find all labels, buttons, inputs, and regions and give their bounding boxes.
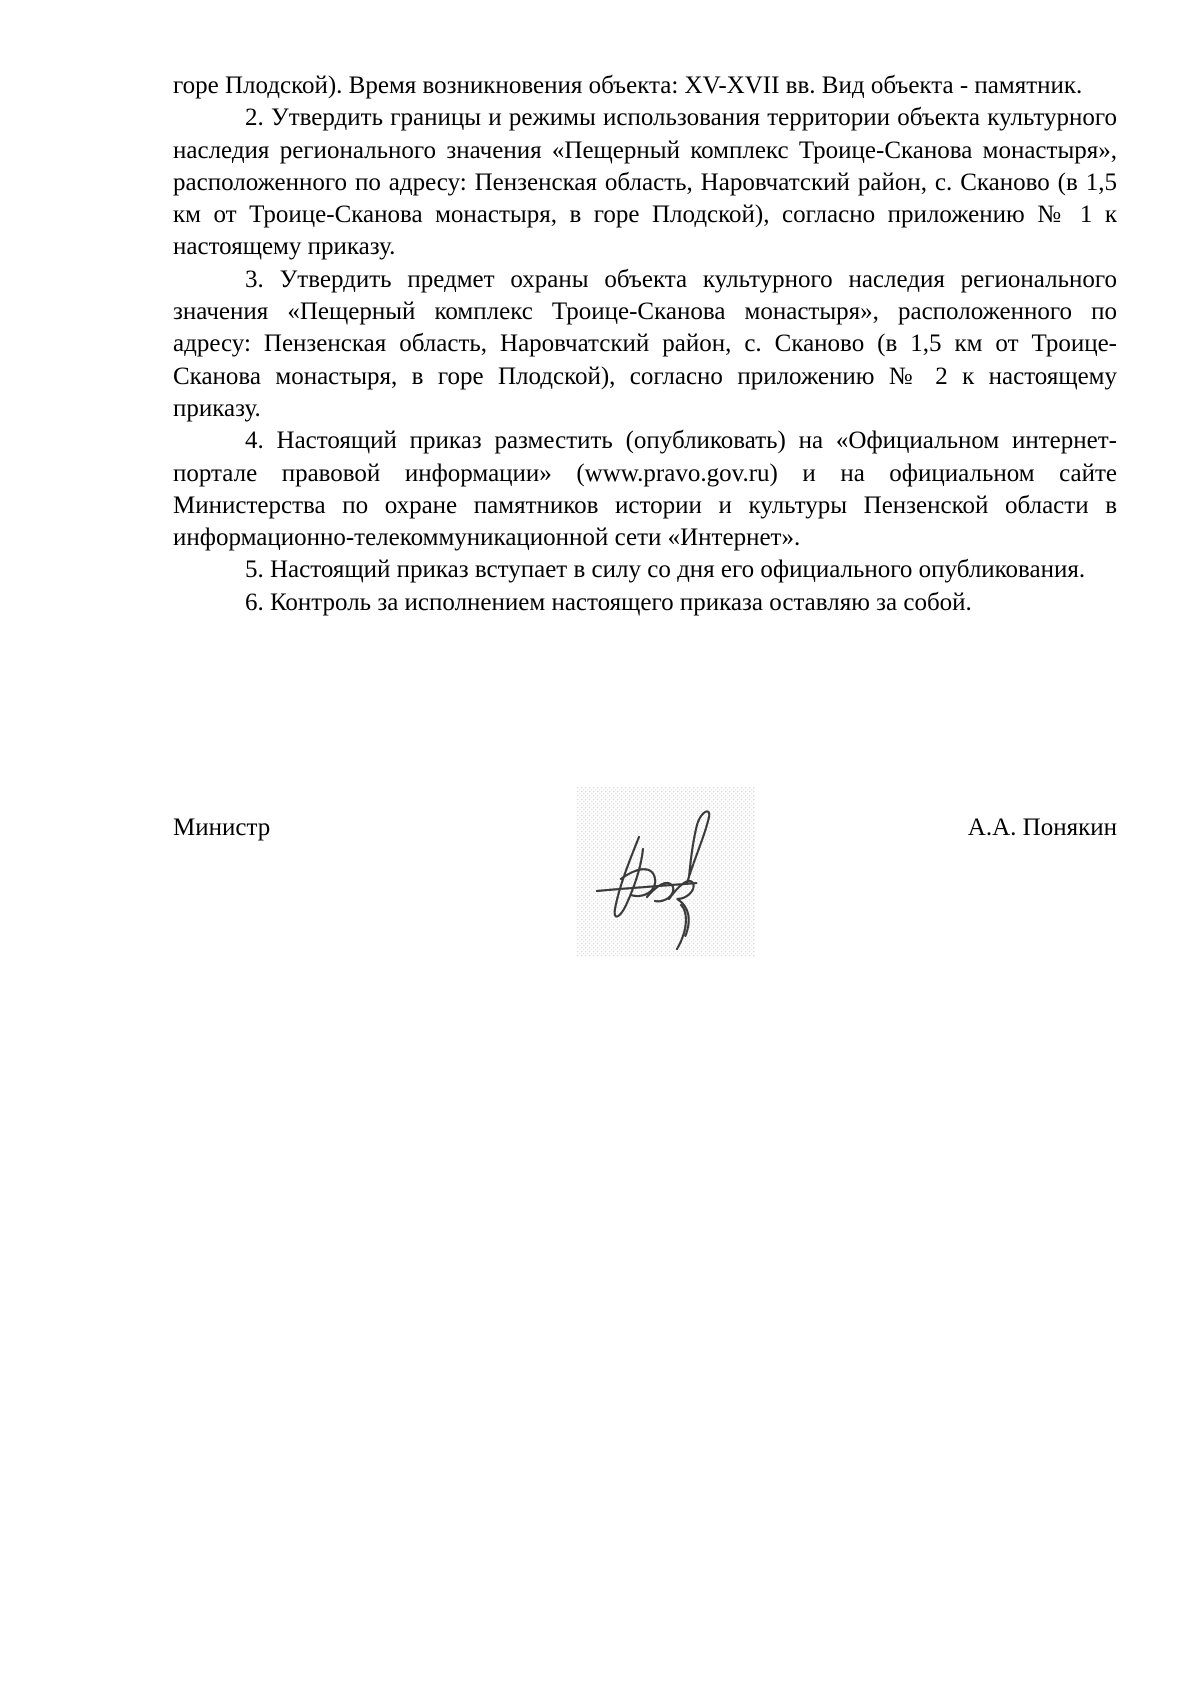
paragraph-1-continuation: горе Плодской). Время возникновения объекта: XV-XVII вв. Вид объекта - памятник. xyxy=(173,72,1083,99)
handwritten-signature xyxy=(577,787,755,957)
signatory-title: Министр xyxy=(173,814,271,841)
paragraph-6-control: 6. Контроль за исполнением настоящего приказа оставляю за собой. xyxy=(245,588,972,616)
document-body xyxy=(173,70,1117,619)
signatory-name: А.А. Понякин xyxy=(967,814,1117,841)
paragraph-3-protection-subject: 3. Утвердить предмет охраны объекта культурного наследия регионального значения «Пещерный комплекс Троице-Сканова монастыря», расположенного по адресу: Пензенская область, Наровчатский район, с. Сканово (в 1,5 км от Троице-Сканова монастыря, в горе Плодской), согласно приложению № 2 к настоящему приказу. xyxy=(173,265,1117,422)
signature-background-halftone xyxy=(577,787,755,957)
paragraph-4-publication: 4. Настоящий приказ разместить (опубликовать) на «Официальном интернет-портале правовой информации» (www.pravo.gov.ru) и на официальном сайте Министерства по охране памятников истории и культуры Пензенской области в информационно-телекоммуникационной сети «Интернет». xyxy=(173,427,1117,552)
paragraph-5-effective-date: 5. Настоящий приказ вступает в силу со дня его официального опубликования. xyxy=(245,556,1086,584)
paragraph-2-boundaries: 2. Утвердить границы и режимы использования территории объекта культурного наследия регионального значения «Пещерный комплекс Троице-Сканова монастыря», расположенного по адресу: Пензенская область, Наровчатский район, с. Сканово (в 1,5 км от Троице-Сканова монастыря, в горе Плодской), согласно приложению № 1 к настоящему приказу. xyxy=(173,104,1117,261)
